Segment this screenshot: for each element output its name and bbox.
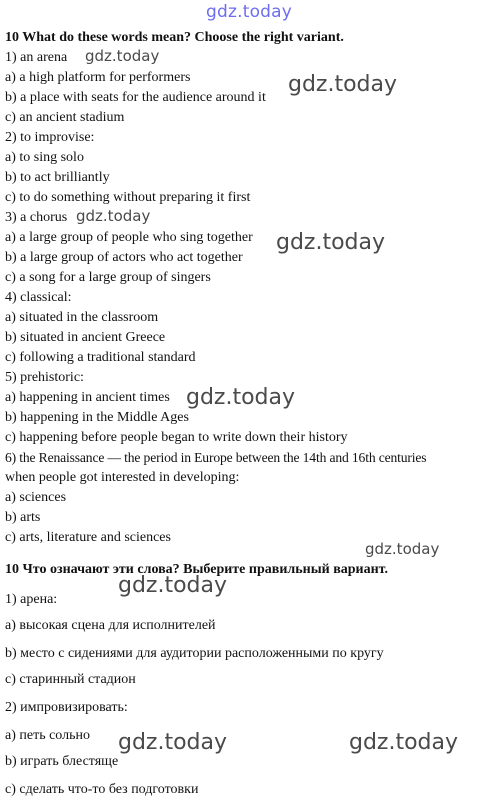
watermark: gdz.today bbox=[288, 72, 398, 97]
english-line: a) a high platform for performers bbox=[5, 70, 191, 85]
watermark: gdz.today bbox=[76, 207, 151, 225]
english-line: b) a place with seats for the audience around it bbox=[5, 90, 266, 105]
english-line: a) happening in ancient times bbox=[5, 390, 170, 405]
watermark: gdz.today bbox=[349, 730, 459, 755]
watermark: gdz.today bbox=[276, 230, 386, 255]
english-line: c) an ancient stadium bbox=[5, 110, 125, 125]
russian-line: с) старинный стадион bbox=[5, 672, 136, 687]
english-line: 2) to improvise: bbox=[5, 130, 95, 145]
english-line: c) to do something without preparing it first bbox=[5, 190, 251, 205]
russian-line: b) играть блестяще bbox=[5, 754, 119, 769]
watermark: gdz.today bbox=[118, 573, 228, 598]
english-line: a) a large group of people who sing together bbox=[5, 230, 253, 245]
english-line: c) arts, literature and sciences bbox=[5, 530, 171, 545]
russian-line: с) сделать что-то без подготовки bbox=[5, 782, 199, 797]
russian-line: а) петь сольно bbox=[5, 728, 90, 743]
english-line: 3) a chorus bbox=[5, 210, 68, 225]
russian-heading: 10 Что означают эти слова? Выберите правильный вариант. bbox=[5, 562, 389, 577]
english-line: 1) an arena bbox=[5, 50, 68, 65]
english-line: b) happening in the Middle Ages bbox=[5, 410, 189, 425]
russian-line: а) высокая сцена для исполнителей bbox=[5, 618, 216, 633]
english-line: c) following a traditional standard bbox=[5, 350, 196, 365]
english-heading: 10 What do these words mean? Choose the right variant. bbox=[5, 30, 344, 45]
watermark: gdz.today bbox=[186, 385, 296, 410]
english-line: b) a large group of actors who act together bbox=[5, 250, 243, 265]
watermark: gdz.today bbox=[118, 730, 228, 755]
russian-line: 2) импровизировать: bbox=[5, 700, 128, 715]
english-line: a) sciences bbox=[5, 490, 67, 505]
english-line: a) to sing solo bbox=[5, 150, 84, 165]
russian-line: b) место с сидениями для аудитории расположенными по кругу bbox=[5, 646, 384, 661]
russian-line: 1) арена: bbox=[5, 592, 58, 607]
english-line: b) arts bbox=[5, 510, 41, 525]
english-line: c) a song for a large group of singers bbox=[5, 270, 211, 285]
english-line: 4) classical: bbox=[5, 290, 72, 305]
header-watermark: gdz.today bbox=[206, 2, 293, 22]
english-line: when people got interested in developing: bbox=[5, 470, 240, 485]
watermark: gdz.today bbox=[365, 540, 440, 558]
english-line: b) to act brilliantly bbox=[5, 170, 110, 185]
english-line: b) situated in ancient Greece bbox=[5, 330, 166, 345]
english-line: a) situated in the classroom bbox=[5, 310, 159, 325]
english-line: 5) prehistoric: bbox=[5, 370, 84, 385]
english-line: c) happening before people began to write down their history bbox=[5, 430, 348, 445]
watermark: gdz.today bbox=[85, 47, 160, 65]
english-line: 6) the Renaissance — the period in Europe between the 14th and 16th centuries bbox=[5, 450, 427, 465]
